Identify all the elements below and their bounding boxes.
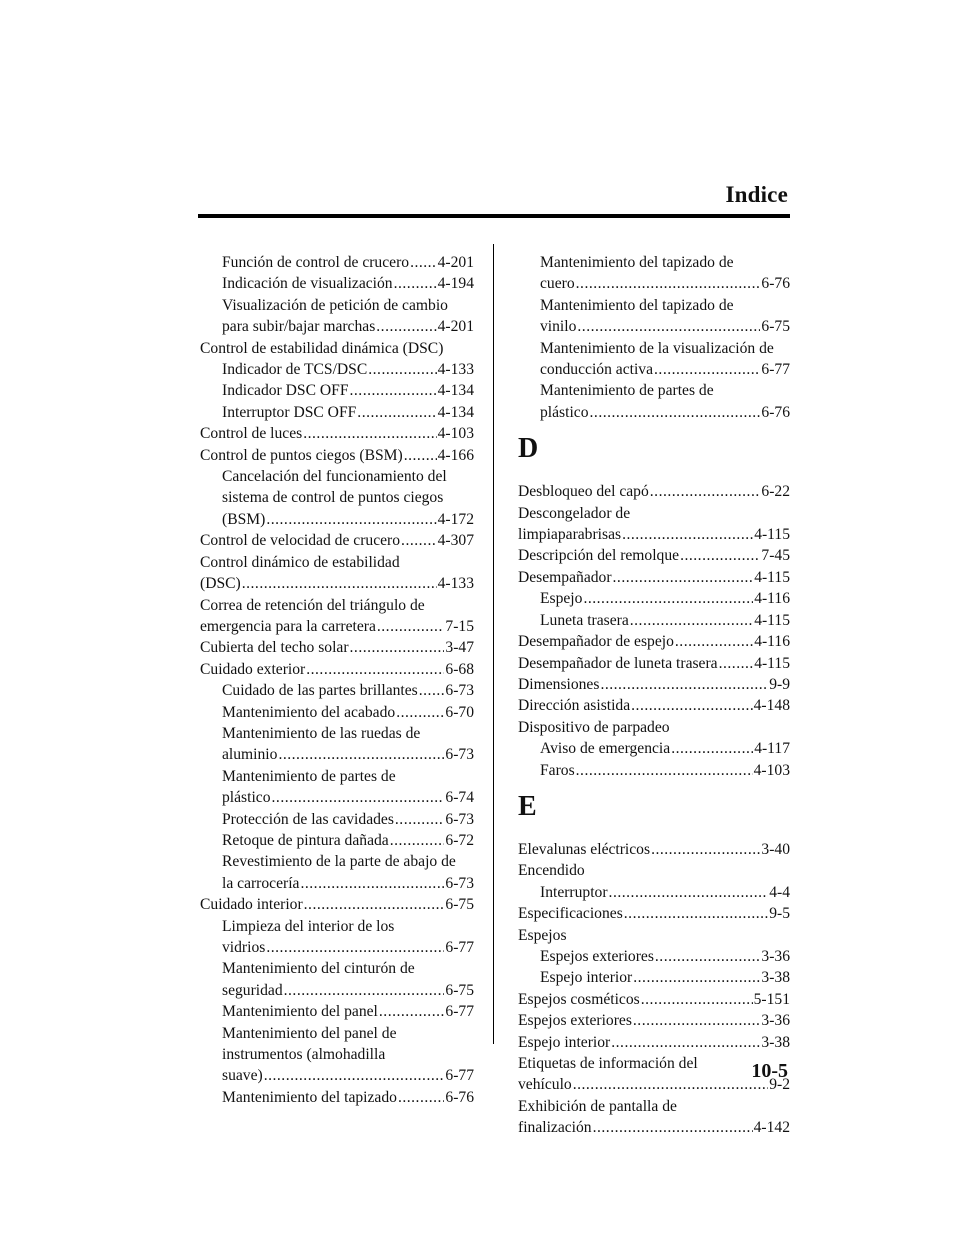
index-entry-text: Exhibición de pantalla de [518, 1097, 677, 1115]
dot-leader [675, 631, 753, 652]
entry-label: cuero [540, 275, 575, 293]
entry-page-reference: 4-201 [437, 254, 474, 271]
entry-page-reference: 6-77 [445, 1067, 474, 1085]
index-entry [518, 903, 790, 924]
entry-page-reference: 4-4 [769, 883, 790, 901]
entry-label: seguridad [222, 981, 283, 999]
entry-page-reference: 6-74 [445, 789, 474, 807]
entry-page-reference: 3-36 [761, 1012, 790, 1030]
entry-page-reference: 6-77 [445, 939, 474, 956]
section-letter: D [518, 433, 539, 465]
index-subentry [518, 946, 790, 967]
dot-leader [242, 573, 437, 594]
entry-page-reference: 4-115 [754, 568, 790, 586]
entry-page-reference: 3-47 [445, 639, 474, 657]
entry-page-reference: 9-9 [769, 675, 790, 693]
index-entry [518, 1117, 790, 1138]
index-entry [200, 445, 474, 466]
index-subentry-text: Revestimiento de la parte de abajo de [222, 853, 456, 871]
dot-leader [284, 980, 445, 1001]
index-entry [200, 573, 474, 594]
dot-leader [300, 873, 444, 894]
column-divider [493, 244, 494, 1044]
entry-label: Aviso de emergencia [540, 740, 671, 758]
entry-label: Dimensiones [518, 675, 600, 693]
entry-label: limpiaparabrisas [518, 526, 622, 544]
entry-label: Descripción del remolque [518, 547, 680, 565]
index-entry [518, 1074, 790, 1095]
entry-page-reference: 4-115 [754, 611, 790, 629]
entry-page-reference: 4-201 [437, 318, 474, 336]
index-subentry [518, 359, 790, 380]
index-subentry [518, 610, 790, 631]
index-subentry [200, 1087, 474, 1108]
entry-label: vehículo [518, 1076, 572, 1094]
index-subentry [518, 273, 790, 294]
entry-page-reference: 4-142 [753, 1119, 790, 1137]
entry-page-reference: 5-151 [753, 990, 790, 1008]
index-subentry [200, 1065, 474, 1086]
index-subentry [200, 359, 474, 380]
dot-leader [395, 809, 445, 830]
entry-label: Interruptor DSC OFF [222, 403, 357, 421]
index-subentry [200, 809, 474, 830]
entry-page-reference: 3-40 [761, 840, 790, 858]
dot-leader [613, 567, 754, 588]
dot-leader [576, 760, 753, 781]
index-subentry-text: sistema de control de puntos ciegos [222, 489, 444, 507]
entry-label: Mantenimiento del panel [222, 1003, 378, 1021]
entry-label: Control de luces [200, 425, 303, 443]
entry-page-reference: 6-72 [445, 831, 474, 849]
dot-leader [590, 402, 761, 423]
index-column-left [200, 252, 474, 1108]
dot-leader [304, 894, 445, 915]
entry-page-reference: 4-103 [437, 425, 474, 443]
dot-leader [576, 273, 761, 294]
entry-page-reference: 4-116 [754, 633, 790, 651]
entry-page-reference: 4-115 [754, 526, 790, 544]
index-subentry [518, 588, 790, 609]
index-entry [518, 631, 790, 652]
entry-page-reference: 4-115 [754, 654, 790, 672]
page-title: Indice [725, 182, 788, 207]
index-entry [518, 524, 790, 545]
dot-leader [264, 1065, 445, 1086]
index-subentry [200, 380, 474, 401]
index-entry [518, 481, 790, 502]
index-entry [518, 839, 790, 860]
index-subentry [200, 252, 474, 273]
entry-label: Indicador DSC OFF [222, 382, 349, 400]
entry-page-reference: 4-194 [437, 275, 474, 293]
entry-label: Control de puntos ciegos (BSM) [200, 446, 403, 464]
index-subentry [200, 273, 474, 294]
index-entry [518, 1032, 790, 1053]
index-subentry [200, 402, 474, 423]
entry-page-reference: 6-77 [445, 1003, 474, 1021]
index-entry [518, 545, 790, 566]
entry-label: Desempañador de espejo [518, 633, 674, 651]
index-subentry [200, 316, 474, 337]
dot-leader [266, 509, 436, 530]
entry-page-reference: 3-36 [761, 947, 790, 965]
entry-page-reference: 6-76 [761, 403, 790, 421]
dot-leader [655, 946, 761, 967]
index-entry-text: Descongelador de [518, 504, 631, 522]
dot-leader [350, 380, 437, 401]
index-subentry-text: Mantenimiento del tapizado de [540, 254, 734, 271]
dot-leader [631, 695, 752, 716]
entry-page-reference: 6-73 [445, 810, 474, 828]
entry-page-reference: 3-38 [761, 1033, 790, 1051]
entry-page-reference: 3-38 [761, 969, 790, 987]
index-subentry-text: Mantenimiento del cinturón de [222, 960, 415, 978]
entry-label: (DSC) [200, 575, 241, 593]
dot-leader [577, 316, 760, 337]
entry-label: Luneta trasera [540, 611, 629, 629]
entry-label: Indicador de TCS/DSC [222, 361, 368, 379]
entry-label: Interruptor [540, 883, 608, 901]
dot-leader [650, 481, 761, 502]
entry-label: conducción activa [540, 361, 654, 379]
section-letter: E [518, 790, 537, 822]
index-entry-text: Espejos [518, 926, 567, 944]
entry-label: Cuidado exterior [200, 660, 306, 678]
dot-leader [633, 1010, 761, 1031]
entry-page-reference: 4-172 [437, 510, 474, 528]
entry-label: Espejo interior [518, 1033, 611, 1051]
dot-leader [624, 903, 768, 924]
entry-page-reference: 4-103 [753, 761, 790, 779]
index-subentry [200, 787, 474, 808]
index-entry [518, 695, 790, 716]
index-subentry [518, 967, 790, 988]
index-subentry [518, 316, 790, 337]
entry-page-reference: 7-45 [761, 547, 790, 565]
index-subentry [200, 980, 474, 1001]
index-subentry-text: Mantenimiento del panel de [222, 1024, 397, 1042]
dot-leader [350, 637, 445, 658]
index-subentry [200, 680, 474, 701]
entry-page-reference: 6-77 [761, 361, 790, 379]
index-entry-text: Control dinámico de estabilidad [200, 553, 400, 571]
index-subentry [518, 738, 790, 759]
entry-label: finalización [518, 1119, 592, 1137]
index-entry [200, 616, 474, 637]
index-subentry [200, 873, 474, 894]
dot-leader [622, 524, 753, 545]
page-number: 10-5 [751, 1060, 788, 1082]
index-subentry-text: Limpieza del interior de los [222, 917, 395, 935]
index-subentry [200, 830, 474, 851]
index-entry [518, 989, 790, 1010]
entry-label: Espejo interior [540, 969, 633, 987]
index-entry [518, 674, 790, 695]
entry-label: emergencia para la carretera [200, 617, 376, 635]
dot-leader [357, 402, 436, 423]
index-subentry [200, 702, 474, 723]
dot-leader [401, 530, 437, 551]
entry-label: Protección de las cavidades [222, 810, 394, 828]
index-entry [200, 894, 474, 915]
index-entry-text: Etiquetas de información del [518, 1055, 698, 1072]
entry-label: Espejos cosméticos [518, 990, 640, 1008]
entry-label: Mantenimiento del tapizado [222, 1088, 397, 1106]
index-subentry [200, 509, 474, 530]
index-entry [200, 637, 474, 658]
entry-page-reference: 4-134 [437, 403, 474, 421]
dot-leader [630, 610, 753, 631]
index-subentry-text: Mantenimiento de las ruedas de [222, 724, 421, 742]
entry-label: (BSM) [222, 510, 266, 528]
dot-leader [633, 967, 760, 988]
dot-leader [671, 738, 753, 759]
dot-leader [651, 839, 760, 860]
entry-label: la carrocería [222, 874, 300, 892]
entry-page-reference: 4-116 [754, 590, 790, 608]
entry-page-reference: 4-133 [437, 575, 474, 593]
dot-leader [404, 445, 437, 466]
entry-page-reference: 6-70 [445, 703, 474, 721]
dot-leader [719, 653, 754, 674]
index-entry [200, 423, 474, 444]
entry-label: vinilo [540, 318, 577, 336]
dot-leader [419, 680, 445, 701]
entry-page-reference: 6-75 [445, 896, 474, 914]
entry-label: plástico [540, 403, 589, 421]
dot-leader [396, 702, 444, 723]
dot-leader [394, 273, 437, 294]
dot-leader [680, 545, 760, 566]
entry-label: Indicación de visualización [222, 275, 393, 293]
entry-label: para subir/bajar marchas [222, 318, 376, 336]
entry-label: suave) [222, 1067, 263, 1085]
entry-page-reference: 4-166 [437, 446, 474, 464]
index-subentry [200, 937, 474, 958]
index-entry [518, 1010, 790, 1031]
dot-leader [368, 359, 436, 380]
entry-label: Espejos exteriores [540, 947, 654, 965]
dot-leader [573, 1074, 769, 1095]
index-subentry [518, 882, 790, 903]
entry-label: plástico [222, 789, 271, 807]
entry-label: aluminio [222, 746, 278, 764]
dot-leader [654, 359, 760, 380]
entry-page-reference: 6-73 [445, 874, 474, 892]
dot-leader [593, 1117, 753, 1138]
index-entry-text: Correa de retención del triángulo de [200, 596, 425, 614]
dot-leader [398, 1087, 444, 1108]
index-subentry [518, 760, 790, 781]
entry-page-reference: 4-307 [437, 532, 474, 550]
index-subentry [200, 744, 474, 765]
index-subentry [200, 1001, 474, 1022]
index-subentry [518, 402, 790, 423]
entry-label: Desbloqueo del capó [518, 483, 649, 501]
dot-leader [609, 882, 769, 903]
entry-page-reference: 6-73 [445, 682, 474, 700]
entry-page-reference: 6-75 [761, 318, 790, 336]
index-subentry-text: Visualización de petición de cambio [222, 296, 448, 314]
entry-page-reference: 4-117 [754, 740, 790, 758]
dot-leader [376, 316, 436, 337]
entry-page-reference: 6-22 [761, 483, 790, 501]
index-entry [518, 567, 790, 588]
dot-leader [266, 937, 444, 958]
index-subentry-text: instrumentos (almohadilla [222, 1046, 386, 1064]
entry-label: Desempañador de luneta trasera [518, 654, 718, 672]
dot-leader [377, 616, 445, 637]
index-entry [200, 659, 474, 680]
dot-leader [583, 588, 753, 609]
dot-leader [306, 659, 444, 680]
header-rule [198, 214, 790, 218]
index-subentry-text: Cancelación del funcionamiento del [222, 468, 447, 486]
dot-leader [303, 423, 436, 444]
dot-leader [390, 830, 445, 851]
entry-label: Especificaciones [518, 905, 623, 923]
entry-label: Función de control de crucero [222, 254, 410, 271]
entry-label: Dirección asistida [518, 697, 631, 715]
entry-label: vidrios [222, 939, 266, 956]
entry-label: Cuidado interior [200, 896, 303, 914]
index-subentry-text: Mantenimiento de la visualización de [540, 339, 774, 357]
dot-leader [611, 1032, 760, 1053]
entry-page-reference: 6-73 [445, 746, 474, 764]
entry-page-reference: 4-133 [437, 361, 474, 379]
entry-page-reference: 4-148 [753, 697, 790, 715]
index-entry-text: Encendido [518, 862, 585, 880]
entry-page-reference: 6-76 [445, 1088, 474, 1106]
dot-leader [272, 787, 445, 808]
entry-label: Faros [540, 761, 575, 779]
entry-page-reference: 6-76 [761, 275, 790, 293]
entry-page-reference: 9-5 [769, 905, 790, 923]
entry-label: Retoque de pintura dañada [222, 831, 389, 849]
index-entry-text: Dispositivo de parpadeo [518, 718, 670, 736]
dot-leader [379, 1001, 445, 1022]
dot-leader [278, 744, 444, 765]
index-entry [200, 530, 474, 551]
entry-label: Control de velocidad de crucero [200, 532, 401, 550]
entry-label: Cubierta del techo solar [200, 639, 349, 657]
entry-page-reference: 9-2 [769, 1076, 790, 1094]
index-entry [518, 653, 790, 674]
index-subentry-text: Mantenimiento del tapizado de [540, 296, 734, 314]
entry-label: Espejos exteriores [518, 1012, 632, 1030]
dot-leader [410, 252, 437, 273]
index-entry-text: Control de estabilidad dinámica (DSC) [200, 339, 444, 357]
entry-page-reference: 6-75 [445, 981, 474, 999]
entry-page-reference: 4-134 [437, 382, 474, 400]
entry-page-reference: 7-15 [445, 617, 474, 635]
entry-label: Espejo [540, 590, 583, 608]
entry-label: Desempañador [518, 568, 612, 586]
entry-label: Elevalunas eléctricos [518, 840, 651, 858]
dot-leader [641, 989, 753, 1010]
entry-page-reference: 6-68 [445, 660, 474, 678]
index-column-right [518, 252, 790, 1139]
index-subentry-text: Mantenimiento de partes de [540, 382, 714, 400]
index-subentry-text: Mantenimiento de partes de [222, 767, 396, 785]
entry-label: Cuidado de las partes brillantes [222, 682, 418, 700]
entry-label: Mantenimiento del acabado [222, 703, 396, 721]
dot-leader [600, 674, 768, 695]
